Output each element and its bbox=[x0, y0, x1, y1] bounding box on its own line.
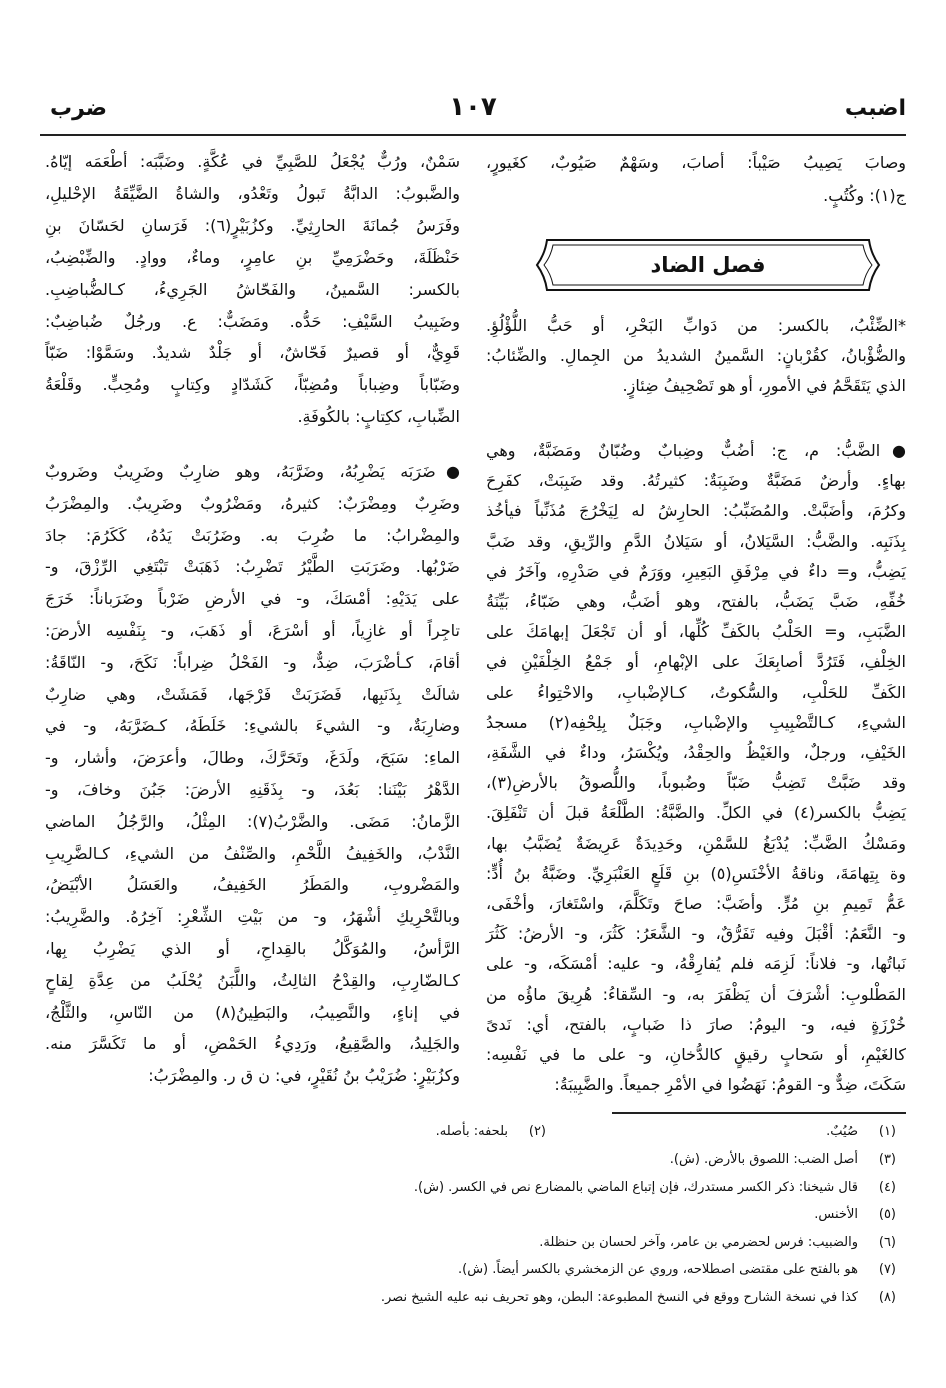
text-line: وصابَ يَصِيبُ صَيْباً: أصابَ، وسَهْمٌ صَيُوبٌ، كغَيورٍ، bbox=[486, 153, 906, 172]
text-line: ضَرْبُها. وضَرَبَتِ الطَّيْرُ تَضْرِبُ: ذَهَبَتْ تَبْتَغِي الرِّزْقَ، و- bbox=[45, 557, 460, 577]
text-line: على يَدَيْهِ: أمْسَكَ، و- في الأرضِ ضَرْباً وضَرَباناً: خَرَجَ bbox=[45, 589, 460, 609]
text-line: وكرُمَ، وأضَبَّتْ. والمُضَبِّبُ: الحارِشُ له لِيَخْرُجَ مُذَنِّباً فيأخُذ bbox=[486, 501, 906, 521]
footnote-number: (٣) bbox=[878, 1152, 896, 1167]
text-line: يَضِبُّ بالكسر(٤) في الكلِّ. والضَّبَّةُ: الطَّلْعَةُ قبلَ أن تَنْفَلِقَ. bbox=[486, 803, 906, 823]
footnote-number: (٧) bbox=[878, 1262, 896, 1277]
footnote-text: والضبيب: فرس لحضرمي بن عامر، وآخر لحسان بن حنظلة. bbox=[539, 1235, 858, 1250]
text-line: والمِضْرابُ: ما ضُرِبَ به. وضَرُبَتْ يَدُهُ، كَكَرُمَ: جادَ bbox=[45, 525, 460, 545]
left-column-entry-daraba bbox=[45, 456, 460, 1092]
text-line: وضَبِيبُ السَّيْفِ: حَدُّه. ومَضَبٌّ: ع. ورجُلٌ ضُباضِبٌ: bbox=[45, 311, 460, 331]
text-line: الخَيْفِ، ورجلٌ، والغَيْظُ والحِقْدُ، ويُكْسَرُ، وداءٌ في الشَّفَةِ، bbox=[486, 743, 906, 763]
running-head-left: ضرب bbox=[50, 96, 108, 121]
text-line: عَمُّ تَمِيمِ بنِ مُرٍّ. وأضَبَّ: صاحَ وتَكَلَّمَ، واسْتَغارَ، وأخْفَى، bbox=[486, 894, 906, 914]
footnote-6 bbox=[539, 1235, 896, 1250]
footnote-number: (٨) bbox=[878, 1290, 896, 1305]
text-line: كـالضّارِبِ، والقِدْحُ الثالِثُ، واللَّبَنُ يُحْلَبُ من عِدَّةِ لِقاحٍ bbox=[45, 970, 460, 990]
text-line: وضَرِبٌ ومِضْرَبٌ: كثيرهُ، ومَضْرُوبٌ وضَرِيبٌ. والمِضْرَبُ bbox=[45, 493, 460, 513]
text-line: والضَّبوبُ: الدابَّةُ تَبولُ وتَعْدُو، والشاةُ الضَّيِّقَةُ الإحْليلِ، bbox=[45, 183, 460, 203]
footnote-text: هو بالفتح على مقتضى اصطلاحه، وروي عن الزمخشري بالكسر أيضاً. (ش). bbox=[457, 1262, 858, 1277]
text-line: وة بِتِهامَةَ، وناقةُ الأخْنَسِ(٥) بنِ قَلَعٍ العَنْبَرِيِّ. وضَبَّةُ بنُ أُدٍّ: bbox=[486, 863, 907, 883]
text-line: ●الضَّبُّ: م، ج: أضُبٌّ وضِبابٌ وضُبّانٌ ومَضَبَّةٌ، وهي bbox=[486, 441, 906, 460]
text-line: وبالتَّحْرِيكِ أشْهَرُ، و- من بَيْتِ الشِّعْرِ: آخِرُهُ. والضَّرِيبُ: bbox=[45, 907, 460, 927]
text-line: خُرْزَةٍ فيه، و- اليومُ: صارَ ذا ضَبابٍ، بالفتح، أي: نَدىً bbox=[486, 1014, 906, 1034]
text-line: *الضِّئْبُ، بالكسر: من دَوابِّ البَحْرِ، أو حَبُّ اللُّؤْلُؤِ. bbox=[486, 316, 906, 335]
text-line: ومَسْكُ الضَّبِّ: يُدْبَغُ للسَّمْنِ، وحَدِيدَةٌ عَرِيضَةٌ يُضَبَّبُ بها، bbox=[486, 833, 906, 853]
text-line: الضِّبابِ، ككِتابٍ: بالكُوفَةِ. bbox=[297, 407, 460, 427]
text-line: قَوِيٌّ، أو قصيرٌ فَحّاشٌ، أو جَلْدٌ شديدٌ. وسَمَّوْا: ضَبّاً bbox=[45, 343, 460, 363]
text-line: وقد ضَبَّتْ تَضِبُّ ضَبّاً وضُبوباً، واللُّصوقُ بالأرضِ(٣)، bbox=[486, 773, 906, 793]
text-line: الرَّأسُ، والمُوَكَّلُ بالقِداحِ، أو الذي يَضْرِبُ بِها، bbox=[45, 938, 460, 958]
text-line: تاجِراً أو غازِياً، أو أسْرَعَ، أو ذَهَبَ، و- بِنَفْسِه الأرضَ: bbox=[45, 620, 460, 640]
footnote-text: كذا في نسخة الشارح ووقع في النسخ المطبوعة: البطن، وهو تحريف نبه عليه الشيخ نصر. bbox=[380, 1290, 858, 1305]
footnote-2 bbox=[436, 1124, 546, 1139]
footnote-number: (٤) bbox=[878, 1180, 896, 1195]
text-line: الكَفِّ للحَلْبِ، والسُّكوتُ، كـالإضْبابِ، والاحْتِواءُ على bbox=[486, 682, 906, 702]
text-line: و- النَّعَمُ: أقْبَلَ وفيه تَفَرُّقٌ، و- الشَّعَرُ: كَثُرَ، و- الأرضُ: كَثُرَ bbox=[486, 924, 906, 944]
right-column-entry-dabb bbox=[486, 436, 906, 1100]
text-line: يَضِبُّ، و= داءٌ في مِرْفَقِ البَعِيرِ، ووَرَمٌ في صَدْرِهِ، وآخَرُ في bbox=[486, 561, 906, 581]
text-line: الدَّهْرُ بَيْنَنا: بَعُدَ، و- بِذَقَنِهِ الأرضَ: جَبُنَ وخافَ، و- bbox=[45, 779, 460, 799]
footnote-text: الأخنس. bbox=[814, 1207, 858, 1222]
text-line: سَكَتَ، ضِدٌّ و- القومُ: نَهَضُوا في الأمْرِ جميعاً. والضَّبِيبَةُ: bbox=[554, 1075, 906, 1095]
footnote-number: (٥) bbox=[878, 1207, 896, 1222]
text-line: بهاءٍ. وأرضٌ مَضَبَّةٌ وضَبِبَةٌ: كثيرتُهُ. وقد ضَبِبَتْ، كفَرِحَ bbox=[486, 471, 906, 491]
text-line: الماءِ: سَبَحَ، ولَدَغَ، وتَحَرَّكَ، وطالَ، وأعرَضَ، وأشار، و- bbox=[45, 748, 460, 768]
text-line: شالَتْ بِذَنَبِها، فَضَرَبَتْ فَرْجَها، فَمَشَتْ، وهي ضارِبٌ bbox=[45, 684, 460, 704]
page-number: ١٠٧ bbox=[449, 92, 497, 122]
text-line: الضَّبَبِ، و= الحَلْبُ بالكَفِّ كُلِّها، أو أن تَجْعَلَ إبهامَكَ على bbox=[486, 622, 906, 642]
footnote-3 bbox=[670, 1152, 896, 1167]
text-line: خُفِّهِ، ضَبَّ يَضَبُّ، بالفتح، وهو أضَبُّ، وهي ضَبّاءُ، بَيِّنَةُ bbox=[486, 592, 906, 612]
text-line: أقامَ، كـأضْرَبَ، ضِدٌّ، و- الفَحْلُ ضِراباً: نَكَحَ، و- النّاقَةُ: bbox=[45, 652, 460, 672]
footnote-8 bbox=[381, 1290, 896, 1305]
text-line: المَطْلوبِ: أشْرَفَ أن يَظْفَرَ به، و- السِّقاءُ: هُرِيقَ ماؤُه من bbox=[486, 984, 906, 1004]
footnote-4 bbox=[414, 1180, 896, 1195]
text-line: الذي يَتَقَحَّمُ في الأمورِ، أو هو تَصْحِيفُ ضِئازٍ. bbox=[622, 376, 906, 395]
footnote-text: بلحفه: بأصله. bbox=[435, 1124, 508, 1139]
text-line: وضارِبَةٌ، و- الشيءَ بالشيءِ: خَلَطَهُ، كـضَرَّبَهُ، و- في bbox=[45, 716, 460, 736]
text-line: النَّدْبُ، والخَفِيفُ اللَّحْمِ، والصِّنْفُ من الشيءِ، كـالضَّرِيبِ bbox=[45, 843, 460, 863]
footnote-number: (٢) bbox=[528, 1124, 546, 1139]
footnote-number: (٦) bbox=[878, 1235, 896, 1250]
footnote-rule bbox=[612, 1112, 906, 1114]
header-rule bbox=[40, 134, 906, 136]
text-line: الخِلْفِ، فَتَرُدَّ أصابِعَكَ على الإبْهامِ، أو جَمْعُ الخِلْفَيْنِ في bbox=[486, 652, 906, 672]
right-column-top bbox=[486, 146, 906, 212]
footnote-7 bbox=[458, 1262, 896, 1277]
text-line: في إناءٍ، والنَّصِيبُ، والبَطِينُ(٨) من النّاسِ، والثَّلْجُ، bbox=[45, 1002, 461, 1022]
text-line: سَمْنٌ، ورُبٌّ يُجْعَلُ للصَّبِيِّ في عُكَّةٍ. وضَبَّبَه: أطْعَمَه إيّاهُ. bbox=[45, 152, 460, 171]
footnote-1 bbox=[826, 1124, 896, 1139]
text-line: الزَّمانُ: مَضَى. والضَّرْبُ(٧): المِثْلُ، والرَّجُلُ الماضي bbox=[45, 811, 460, 831]
text-line: الشيءِ، كـالتَّضْبِيبِ والإضْبابِ، وجَبَلٌ بِلِحْفِه(٢) مسجدُ bbox=[486, 712, 907, 732]
text-line: والمَضْروبِ، والمَطَرُ الخَفِيفُ، والعَسَلُ الأبْيَضُ، bbox=[45, 875, 460, 895]
text-line: وفَرَسُ جُمانَةَ الحارِثِيِّ. وكزُبَيْرٍ(٦): فَرَسانِ لحَسّانَ بنِ bbox=[45, 215, 461, 235]
footnote-5 bbox=[814, 1207, 896, 1222]
section-title: فصل الضاد bbox=[650, 253, 766, 277]
footnote-number: (١) bbox=[878, 1124, 896, 1139]
text-line: ●ضَرَبَه يَضْرِبُهُ، وضَرَّبَهُ، وهو ضارِبٌ وضَرِيبٌ وضَروبٌ bbox=[45, 462, 460, 481]
text-line: والجَلِيدُ، والصَّقِيعُ، ورَدِيءُ الحَمْضِ، أو ما تَكَسَّرَ منه. bbox=[45, 1034, 460, 1054]
text-line: حَنْظَلَةَ، وحَضْرَمِيِّ بنِ عامِرٍ، وماءٌ، ووادٍ. والضِّبْضِبُ، bbox=[45, 247, 460, 267]
text-line: وضَبّاباً وضِباباً ومُضِبّاً، كَشَدّادٍ وكِتابٍ ومُحِبٍّ. وقَلْعَةُ bbox=[45, 375, 460, 395]
text-line: كالغَيْمِ، أو سَحابٍ رقيقٍ كالدُّخانِ، و- على ما في نَفْسِه: bbox=[486, 1045, 906, 1065]
text-line: والضُّؤْبانُ، كقُرْبانٍ: السَّمينُ الشديدُ من الجِمالِ. والضِّئابُ: bbox=[486, 346, 906, 365]
text-line: ج(١): وكُتُبٍ. bbox=[823, 186, 906, 205]
footnote-text: قال شيخنا: ذكر الكسر مستدرك، فإن إتباع الماضي بالمضارع نص في الكسر. (ش). bbox=[413, 1180, 858, 1195]
text-line: بالكسر: السَّمينُ، والفَحّاشُ الجَرِيءُ، كـالضُّباضِبِ. bbox=[45, 279, 460, 299]
right-column-section-intro bbox=[486, 311, 906, 401]
text-line: بِذَنَبِه. والضَّبُّ: السَّيَلانُ، أو سَيَلانُ الدَّمِ والرِّيقِ، وقد ضَبَّ bbox=[486, 531, 906, 551]
text-line: وكزُبَيْرٍ: ضُرَيْبُ بنُ نُقَيْرٍ، في: ن ق ر. والمِضْرَبُ: bbox=[148, 1066, 460, 1086]
running-head-right: اضبب bbox=[844, 96, 906, 121]
text-line: نَباتُها، و- فلاناً: لَزِمَه فلم يُفارِقْهُ، و- عليه: أمْسَكَه، و- على bbox=[486, 954, 906, 974]
footnote-text: أصل الضب: اللصوق بالأرض. (ش). bbox=[669, 1152, 858, 1167]
left-column-top bbox=[45, 146, 460, 433]
footnote-text: صُيُبٌ. bbox=[826, 1124, 858, 1139]
